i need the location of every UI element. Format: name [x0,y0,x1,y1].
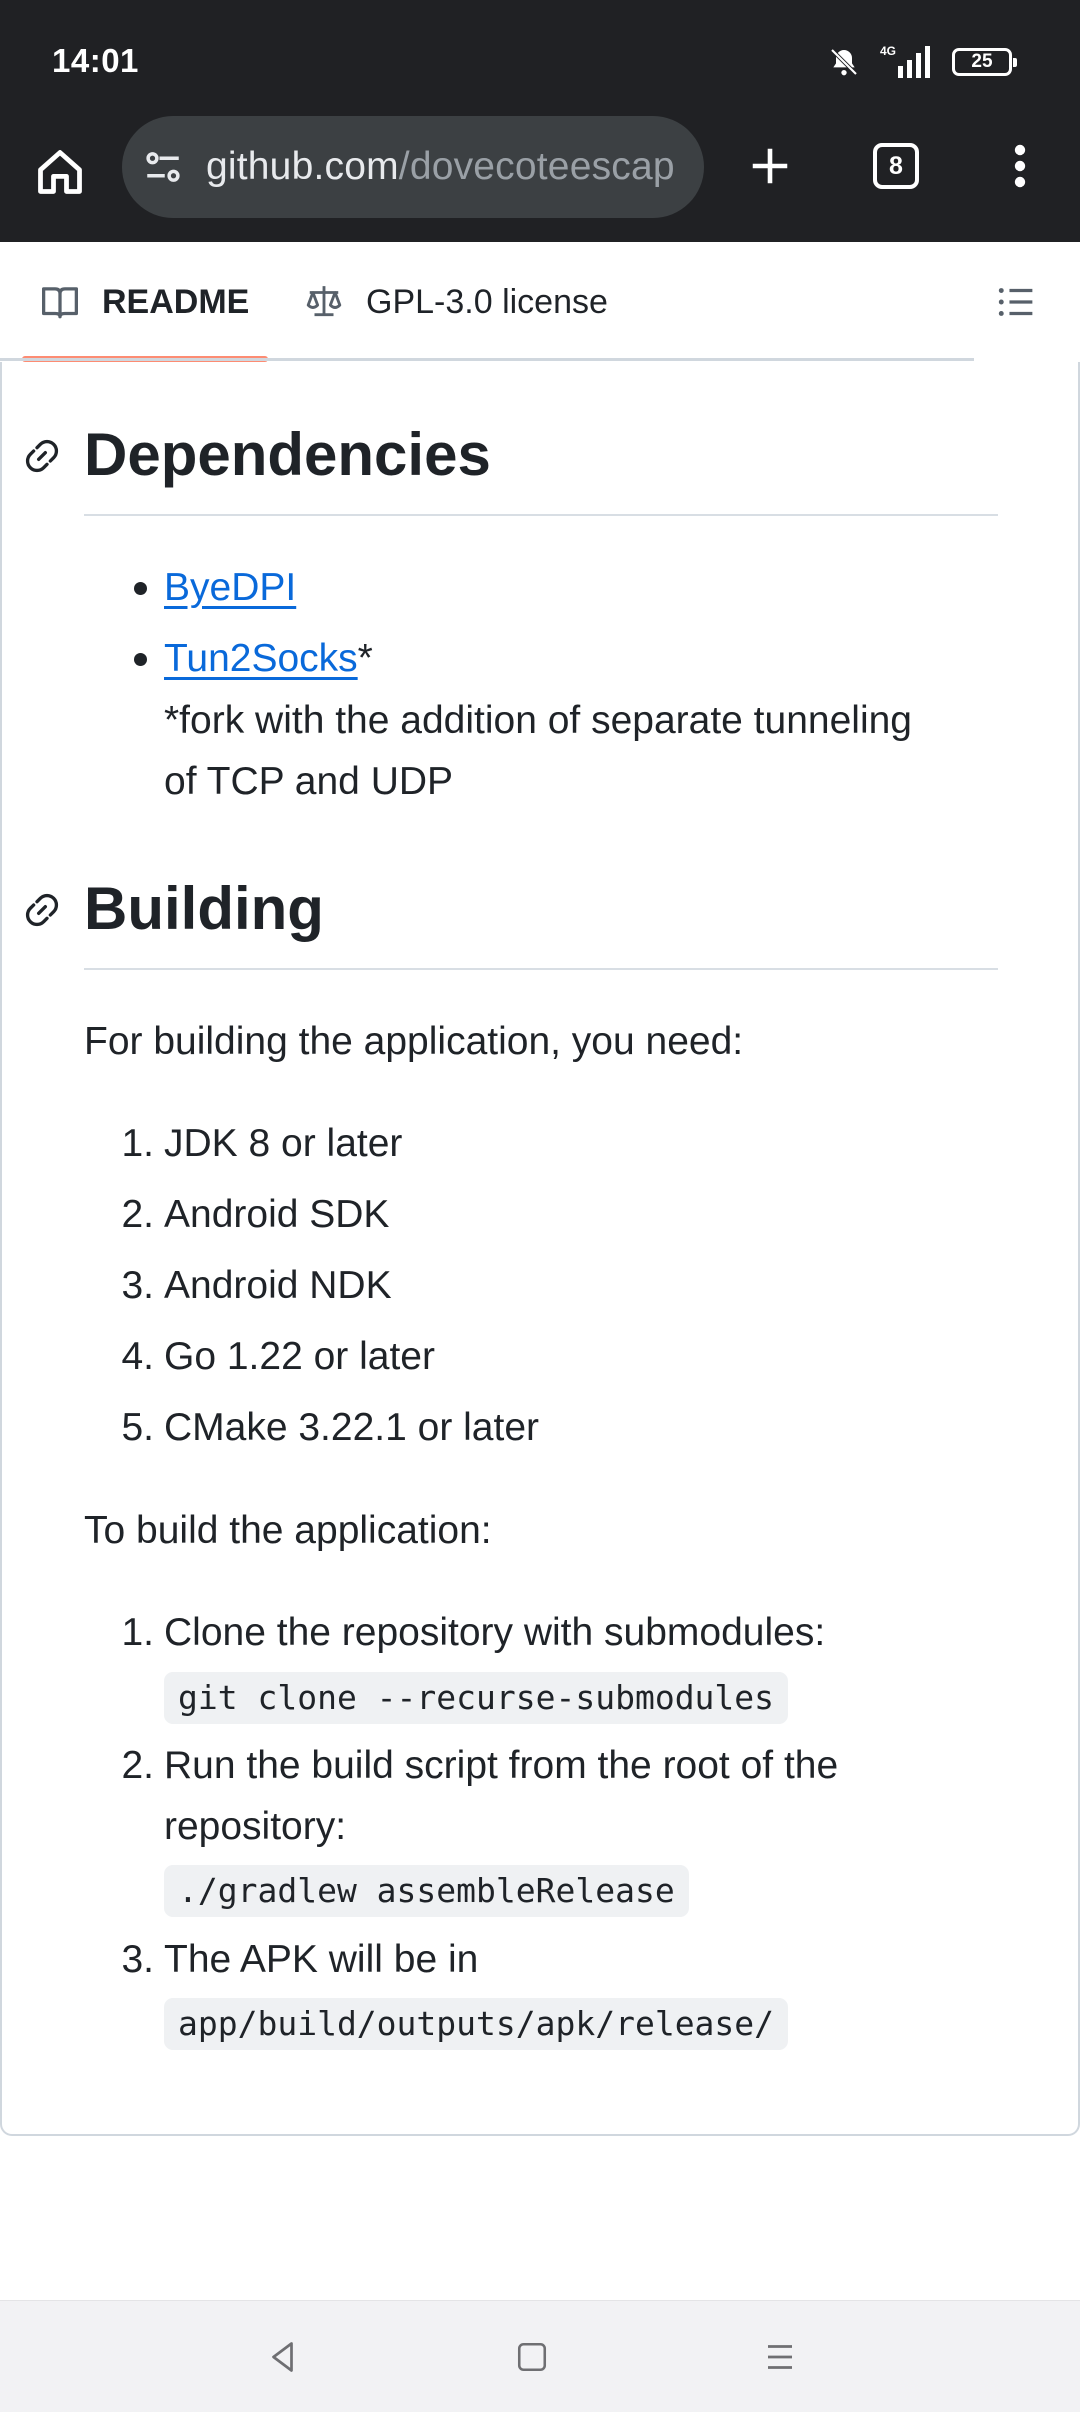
list-item: Android SDK [164,1193,390,1236]
link-anchor-icon[interactable] [22,890,62,930]
list-number: 1. [121,1611,154,1654]
list-number: 1. [121,1122,154,1165]
tabs-icon [873,143,919,189]
steps-intro: To build the application: [84,1509,492,1552]
more-vert-icon [1010,142,1030,190]
list-item [164,558,296,618]
list-item: The APK will be in [164,1938,479,1981]
tab-count: 8 [889,151,903,180]
more-options-button[interactable] [984,130,1056,202]
readme-tab-bar [0,242,1080,362]
bell-off-icon [828,46,860,78]
list-item: JDK 8 or later [164,1122,403,1165]
building-heading: Building [84,875,324,942]
fork-note-line1: *fork with the addition of separate tunneling [164,699,912,742]
list-number: 4. [121,1335,154,1378]
signal-icon [878,42,934,82]
list-item-continued: repository: [164,1805,347,1848]
list-number: 2. [121,1193,154,1236]
battery-icon [952,48,1012,76]
tun2socks-link[interactable]: Tun2Socks [164,637,358,680]
home-icon [34,146,86,198]
link-anchor-icon[interactable] [22,436,62,476]
square-home-icon [515,2340,549,2374]
list-number: 5. [121,1406,154,1449]
fork-note-line2: of TCP and UDP [164,760,454,803]
recents-button[interactable] [754,2331,806,2383]
url-text[interactable] [206,145,675,189]
bullet [134,582,147,595]
url-domain: github.com [206,145,399,188]
system-nav-bar [0,2300,1080,2412]
list-number: 3. [121,1938,154,1981]
building-intro: For building the application, you need: [84,1020,744,1063]
url-bar[interactable] [122,116,704,218]
list-item: Android NDK [164,1264,392,1307]
tab-readme[interactable] [40,242,249,362]
code-snippet: app/build/outputs/apk/release/ [164,1998,788,2050]
list-number: 2. [121,1744,154,1787]
new-tab-button[interactable] [734,130,806,202]
home-button[interactable] [24,136,96,208]
menu-lines-icon [762,2339,798,2375]
status-time: 14:01 [52,42,139,79]
list-item: Clone the repository with submodules: [164,1611,826,1654]
book-icon [40,284,80,320]
list-item: Go 1.22 or later [164,1335,435,1378]
asterisk: * [357,637,373,680]
list-item: Run the build script from the root of the [164,1744,839,1787]
byedpi-link[interactable]: ByeDPI [164,566,297,609]
status-bar [0,0,1080,120]
tab-readme-label: README [102,282,250,321]
network-type-label: 4G [880,44,897,58]
code-snippet: ./gradlew assembleRelease [164,1865,689,1917]
tab-license[interactable] [304,242,608,362]
back-icon [266,2339,302,2375]
site-info-icon[interactable] [142,146,184,188]
outline-button[interactable] [992,278,1040,326]
code-snippet: git clone --recurse-submodules [164,1672,788,1724]
list-item: CMake 3.22.1 or later [164,1406,540,1449]
status-icons [828,42,1012,82]
browser-chrome [0,0,1080,242]
browser-toolbar [0,116,1080,220]
back-button[interactable] [258,2331,310,2383]
bullet [134,653,147,666]
heading-divider [84,968,998,970]
tab-bar-divider [0,358,974,361]
url-path: /dovecoteescap [398,145,675,188]
list-unordered-icon [996,284,1036,320]
tab-switcher-button[interactable] [860,130,932,202]
list-item [164,629,373,689]
heading-divider [84,514,998,516]
plus-icon [747,143,793,189]
dependencies-heading: Dependencies [84,421,491,488]
home-nav-button[interactable] [506,2331,558,2383]
list-number: 3. [121,1264,154,1307]
law-scale-icon [304,283,344,321]
battery-level: 25 [971,51,993,72]
tab-license-label: GPL-3.0 license [366,282,608,321]
